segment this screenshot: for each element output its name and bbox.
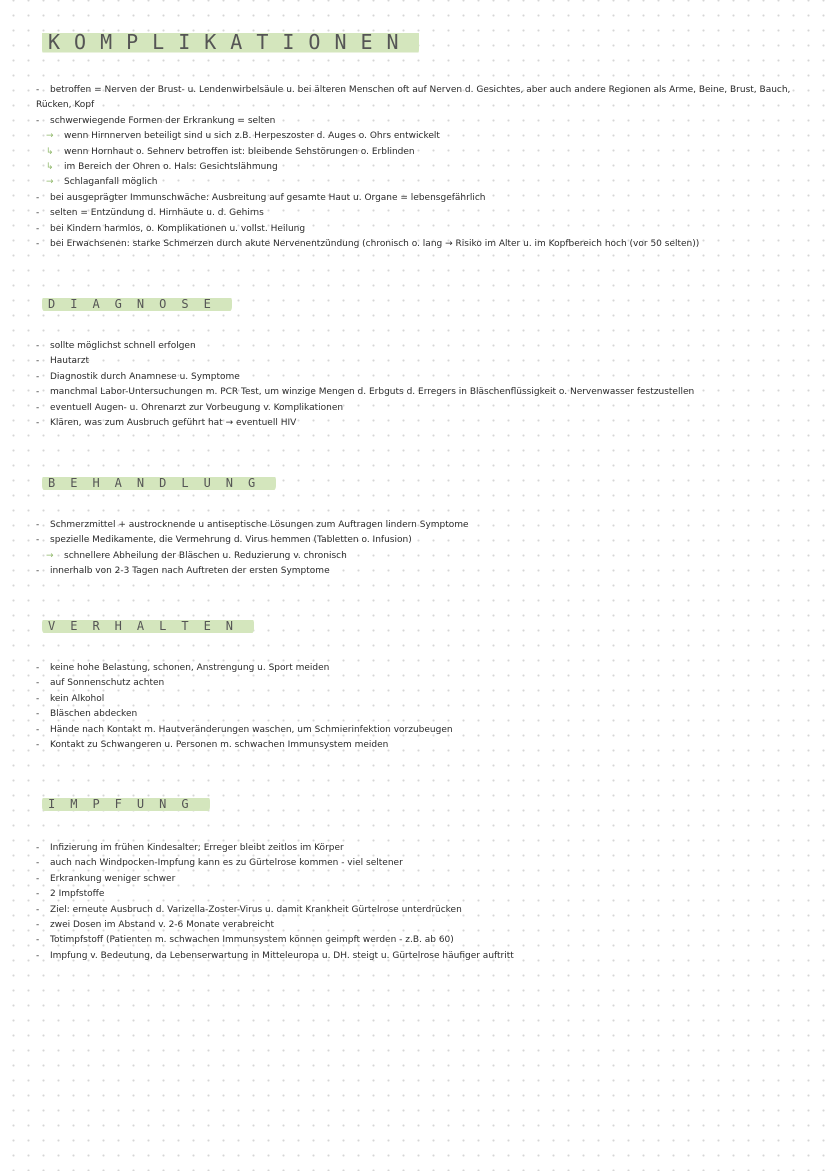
list-item: - innerhalb von 2-3 Tagen nach Auftreten der ersten Symptome — [36, 566, 330, 577]
bullet-list — [36, 841, 806, 964]
list-item: - manchmal Labor-Untersuchungen m. PCR Test, um winzige Mengen d. Erbguts d. Erregers in Bläschenflüssigkeit o. Nervenwasser festzustellen — [36, 387, 695, 398]
list-item: - Bläschen abdecken — [36, 709, 138, 720]
list-item: ↳ im Bereich der Ohren o. Hals: Gesichtslähmung — [46, 162, 278, 173]
section-heading: DIAGNOSE — [42, 295, 232, 313]
list-item: → Schlaganfall möglich — [46, 177, 158, 188]
section-heading: BEHANDLUNG — [42, 474, 276, 492]
bullet-list — [36, 518, 806, 580]
list-item: - bei Kindern harmlos, o. Komplikationen u. vollst. Heilung — [36, 223, 306, 234]
list-item: - Hände nach Kontakt m. Hautveränderungen waschen, um Schmierinfektion vorzubeugen — [36, 724, 453, 735]
bullet-list — [36, 83, 806, 252]
bullet-list — [36, 661, 806, 753]
list-item: → schnellere Abheilung der Bläschen u. Reduzierung v. chronisch — [46, 550, 347, 561]
list-item: - eventuell Augen- u. Ohrenarzt zur Vorbeugung v. Komplikationen — [36, 402, 344, 413]
list-item: - zwei Dosen im Abstand v. 2-6 Monate verabreicht — [36, 920, 275, 931]
list-item: - keine hohe Belastung, schonen, Anstrengung u. Sport meiden — [36, 663, 330, 673]
list-item: - 2 Impfstoffe — [36, 889, 105, 900]
list-item: - Infizierung im frühen Kindesalter; Erreger bleibt zeitlos im Körper — [36, 843, 344, 853]
bullet-list — [36, 339, 806, 431]
list-item: - bei Erwachsenen: starke Schmerzen durch akute Nervenentzündung (chronisch o. lang → Risiko im Alter u. im Kopfbereich hoch (vor 50 selten)) — [36, 239, 700, 250]
list-item: - Schmerzmittel + austrocknende u antiseptische Lösungen zum Auftragen lindern Symptome — [36, 520, 469, 530]
list-item: - sollte möglichst schnell erfolgen — [36, 341, 196, 351]
section-heading: IMPFUNG — [42, 795, 210, 813]
list-item: - schwerwiegende Formen der Erkrankung = selten — [36, 115, 276, 126]
list-item: - selten = Entzündung d. Hirnhäute u. d. Gehirns — [36, 208, 264, 219]
section-heading: KOMPLIKATIONEN — [42, 28, 419, 56]
list-item: ↳ wenn Hornhaut o. Sehnerv betroffen ist: bleibende Sehstörungen o. Erblinden — [46, 146, 415, 157]
list-item: - Hautarzt — [36, 356, 89, 367]
list-item: - Kontakt zu Schwangeren u. Personen m. schwachen Immunsystem meiden — [36, 740, 389, 751]
list-item: - Klären, was zum Ausbruch geführt hat → eventuell HIV — [36, 418, 297, 429]
list-item: - bei ausgeprägter Immunschwäche: Ausbreitung auf gesamte Haut u. Organe = lebensgefährlich — [36, 192, 486, 203]
list-item: → wenn Hirnnerven beteiligt sind u sich z.B. Herpeszoster d. Auges o. Ohrs entwickelt — [46, 131, 440, 142]
list-item: - kein Alkohol — [36, 693, 105, 704]
list-item: - betroffen = Nerven der Brust- u. Lendenwirbelsäule u. bei älteren Menschen oft auf Nerven d. Gesichtes, aber auch andere Regionen als Arme, Beine, Brust, Bauch, Rücken, Kopf — [36, 85, 791, 111]
list-item: - Erkrankung weniger schwer — [36, 873, 176, 884]
list-item: - Ziel: erneute Ausbruch d. Varizella-Zoster-Virus u. damit Krankheit Gürtelrose unterdrücken — [36, 904, 462, 915]
list-item: - auf Sonnenschutz achten — [36, 678, 165, 689]
list-item: - Impfung v. Bedeutung, da Lebenserwartung in Mitteleuropa u. DH. steigt u. Gürtelrose häufiger auftritt — [36, 950, 514, 961]
list-item: - Diagnostik durch Anamnese u. Symptome — [36, 371, 240, 382]
list-item: - Totimpfstoff (Patienten m. schwachen Immunsystem können geimpft werden - z.B. ab 60) — [36, 935, 454, 946]
section-heading: VERHALTEN — [42, 617, 254, 635]
list-item: - auch nach Windpocken-Impfung kann es zu Gürtelrose kommen - viel seltener — [36, 858, 403, 869]
list-item: - spezielle Medikamente, die Vermehrung d. Virus hemmen (Tabletten o. Infusion) — [36, 535, 412, 546]
